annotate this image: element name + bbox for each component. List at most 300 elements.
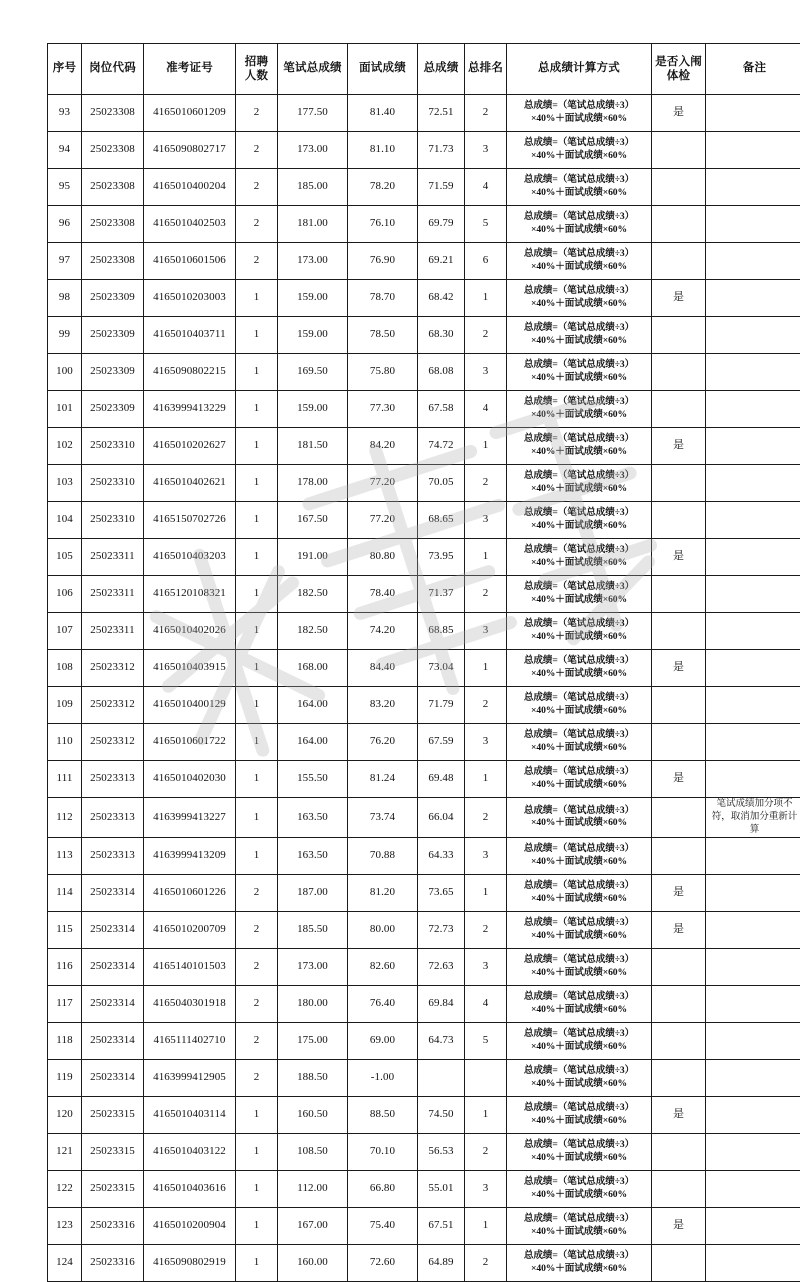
cell-remark	[706, 132, 800, 169]
cell-post-code: 25023308	[82, 132, 144, 169]
cell-medical-check: 是	[652, 874, 706, 911]
cell-hire-count: 2	[236, 911, 278, 948]
cell-interview-score: 74.20	[348, 613, 418, 650]
cell-seq: 106	[48, 576, 82, 613]
cell-remark	[706, 317, 800, 354]
cell-interview-score: 88.50	[348, 1096, 418, 1133]
cell-total-score: 74.50	[418, 1096, 465, 1133]
formula-line-1: 总成绩=（笔试总成绩÷3）	[510, 285, 648, 298]
cell-medical-check: 是	[652, 650, 706, 687]
table-row	[48, 280, 800, 317]
cell-post-code: 25023309	[82, 391, 144, 428]
cell-score-formula	[507, 911, 652, 948]
cell-interview-score: 76.10	[348, 206, 418, 243]
formula-line-2: ×40%＋面试成绩×60%	[510, 150, 648, 163]
cell-interview-score: 70.10	[348, 1133, 418, 1170]
cell-hire-count: 1	[236, 391, 278, 428]
cell-interview-score: 66.80	[348, 1170, 418, 1207]
cell-total-rank: 6	[465, 243, 507, 280]
cell-remark	[706, 724, 800, 761]
column-header-interview: 面试成绩	[348, 44, 418, 95]
cell-post-code: 25023314	[82, 948, 144, 985]
formula-line-2: ×40%＋面试成绩×60%	[510, 930, 648, 943]
cell-interview-score: 83.20	[348, 687, 418, 724]
cell-score-formula	[507, 1096, 652, 1133]
cell-written-score: 173.00	[278, 243, 348, 280]
formula-line-1: 总成绩=（笔试总成绩÷3）	[510, 1139, 648, 1152]
cell-interview-score: 73.74	[348, 798, 418, 838]
cell-admission-number: 4165150702726	[144, 502, 236, 539]
cell-total-rank: 1	[465, 1096, 507, 1133]
formula-line-2: ×40%＋面试成绩×60%	[510, 967, 648, 980]
cell-hire-count: 1	[236, 280, 278, 317]
cell-written-score: 159.00	[278, 280, 348, 317]
cell-hire-count: 1	[236, 1207, 278, 1244]
cell-medical-check	[652, 391, 706, 428]
cell-seq: 94	[48, 132, 82, 169]
cell-written-score: 185.50	[278, 911, 348, 948]
cell-post-code: 25023316	[82, 1244, 144, 1281]
cell-post-code: 25023316	[82, 1207, 144, 1244]
cell-total-rank: 5	[465, 206, 507, 243]
formula-line-2: ×40%＋面试成绩×60%	[510, 557, 648, 570]
cell-admission-number: 4165140101503	[144, 948, 236, 985]
cell-total-score: 72.63	[418, 948, 465, 985]
cell-interview-score: 76.20	[348, 724, 418, 761]
cell-score-formula	[507, 206, 652, 243]
cell-written-score: 164.00	[278, 687, 348, 724]
cell-seq: 118	[48, 1022, 82, 1059]
column-header-medical	[652, 44, 706, 95]
formula-line-1: 总成绩=（笔试总成绩÷3）	[510, 211, 648, 224]
cell-post-code: 25023309	[82, 354, 144, 391]
cell-written-score: 108.50	[278, 1133, 348, 1170]
cell-post-code: 25023314	[82, 1059, 144, 1096]
formula-line-2: ×40%＋面试成绩×60%	[510, 446, 648, 459]
cell-post-code: 25023313	[82, 798, 144, 838]
formula-line-2: ×40%＋面试成绩×60%	[510, 224, 648, 237]
table-row	[48, 911, 800, 948]
cell-post-code: 25023309	[82, 280, 144, 317]
cell-written-score: 173.00	[278, 132, 348, 169]
cell-seq: 120	[48, 1096, 82, 1133]
cell-total-score: 74.72	[418, 428, 465, 465]
cell-medical-check	[652, 948, 706, 985]
cell-seq: 105	[48, 539, 82, 576]
cell-hire-count: 2	[236, 985, 278, 1022]
cell-score-formula	[507, 465, 652, 502]
cell-total-score: 71.73	[418, 132, 465, 169]
cell-medical-check	[652, 613, 706, 650]
cell-remark	[706, 539, 800, 576]
table-row	[48, 837, 800, 874]
cell-score-formula	[507, 1244, 652, 1281]
cell-remark	[706, 95, 800, 132]
cell-post-code: 25023312	[82, 650, 144, 687]
cell-interview-score: 78.20	[348, 169, 418, 206]
cell-total-rank: 2	[465, 576, 507, 613]
cell-written-score: 160.50	[278, 1096, 348, 1133]
cell-admission-number: 4165010601506	[144, 243, 236, 280]
cell-hire-count: 1	[236, 1244, 278, 1281]
cell-remark	[706, 1059, 800, 1096]
cell-remark	[706, 985, 800, 1022]
cell-remark	[706, 1022, 800, 1059]
cell-score-formula	[507, 169, 652, 206]
cell-total-score: 68.65	[418, 502, 465, 539]
table-row	[48, 132, 800, 169]
cell-hire-count: 1	[236, 613, 278, 650]
cell-total-score: 64.73	[418, 1022, 465, 1059]
cell-total-rank: 3	[465, 354, 507, 391]
cell-score-formula	[507, 539, 652, 576]
cell-total-score: 68.42	[418, 280, 465, 317]
column-header-hire	[236, 44, 278, 95]
cell-remark	[706, 206, 800, 243]
cell-score-formula	[507, 1133, 652, 1170]
cell-medical-check: 是	[652, 1096, 706, 1133]
table-row	[48, 650, 800, 687]
cell-admission-number: 4165010203003	[144, 280, 236, 317]
cell-post-code: 25023308	[82, 169, 144, 206]
cell-seq: 123	[48, 1207, 82, 1244]
cell-medical-check	[652, 1244, 706, 1281]
cell-total-rank: 4	[465, 985, 507, 1022]
cell-interview-score: 69.00	[348, 1022, 418, 1059]
column-header-hire-line2: 人数	[245, 70, 268, 82]
cell-admission-number: 4165090802717	[144, 132, 236, 169]
cell-seq: 104	[48, 502, 82, 539]
cell-hire-count: 2	[236, 948, 278, 985]
cell-score-formula	[507, 1170, 652, 1207]
cell-interview-score: 78.70	[348, 280, 418, 317]
cell-hire-count: 1	[236, 687, 278, 724]
cell-hire-count: 1	[236, 837, 278, 874]
cell-admission-number: 4165010601722	[144, 724, 236, 761]
cell-medical-check	[652, 132, 706, 169]
results-sheet	[47, 43, 753, 1282]
cell-total-rank: 1	[465, 650, 507, 687]
cell-hire-count: 1	[236, 724, 278, 761]
table-row	[48, 317, 800, 354]
cell-total-score: 73.04	[418, 650, 465, 687]
formula-line-2: ×40%＋面试成绩×60%	[510, 856, 648, 869]
formula-line-1: 总成绩=（笔试总成绩÷3）	[510, 991, 648, 1004]
cell-interview-score: 84.40	[348, 650, 418, 687]
cell-total-score: 68.30	[418, 317, 465, 354]
formula-line-1: 总成绩=（笔试总成绩÷3）	[510, 729, 648, 742]
cell-admission-number: 4163999413227	[144, 798, 236, 838]
cell-score-formula	[507, 985, 652, 1022]
cell-medical-check	[652, 1022, 706, 1059]
table-row	[48, 761, 800, 798]
formula-line-2: ×40%＋面试成绩×60%	[510, 1189, 648, 1202]
table-row	[48, 687, 800, 724]
cell-score-formula	[507, 132, 652, 169]
cell-total-rank: 2	[465, 1133, 507, 1170]
cell-post-code: 25023313	[82, 761, 144, 798]
table-row	[48, 1170, 800, 1207]
cell-total-score: 73.65	[418, 874, 465, 911]
cell-written-score: 188.50	[278, 1059, 348, 1096]
cell-total-rank	[465, 1059, 507, 1096]
cell-total-score: 69.84	[418, 985, 465, 1022]
table-row	[48, 985, 800, 1022]
cell-seq: 103	[48, 465, 82, 502]
cell-seq: 102	[48, 428, 82, 465]
cell-total-score: 56.53	[418, 1133, 465, 1170]
cell-remark	[706, 1244, 800, 1281]
cell-hire-count: 1	[236, 465, 278, 502]
cell-seq: 111	[48, 761, 82, 798]
cell-admission-number: 4165040301918	[144, 985, 236, 1022]
cell-total-score: 68.08	[418, 354, 465, 391]
cell-total-score: 66.04	[418, 798, 465, 838]
cell-medical-check	[652, 354, 706, 391]
cell-written-score: 178.00	[278, 465, 348, 502]
cell-interview-score: 81.10	[348, 132, 418, 169]
formula-line-2: ×40%＋面试成绩×60%	[510, 1115, 648, 1128]
cell-total-rank: 3	[465, 837, 507, 874]
table-row	[48, 1096, 800, 1133]
formula-line-2: ×40%＋面试成绩×60%	[510, 1263, 648, 1276]
formula-line-1: 总成绩=（笔试总成绩÷3）	[510, 1250, 648, 1263]
cell-hire-count: 1	[236, 576, 278, 613]
formula-line-1: 总成绩=（笔试总成绩÷3）	[510, 805, 648, 818]
formula-line-1: 总成绩=（笔试总成绩÷3）	[510, 433, 648, 446]
cell-total-score: 64.89	[418, 1244, 465, 1281]
cell-interview-score: 82.60	[348, 948, 418, 985]
column-header-hire-line1: 招聘	[245, 56, 268, 68]
cell-total-score: 67.59	[418, 724, 465, 761]
table-row	[48, 613, 800, 650]
cell-total-rank: 2	[465, 798, 507, 838]
cell-total-score: 73.95	[418, 539, 465, 576]
formula-line-2: ×40%＋面试成绩×60%	[510, 1226, 648, 1239]
cell-total-rank: 1	[465, 539, 507, 576]
table-row	[48, 502, 800, 539]
cell-score-formula	[507, 1207, 652, 1244]
cell-seq: 95	[48, 169, 82, 206]
formula-line-2: ×40%＋面试成绩×60%	[510, 742, 648, 755]
cell-total-rank: 2	[465, 465, 507, 502]
column-header-post: 岗位代码	[82, 44, 144, 95]
cell-post-code: 25023314	[82, 1022, 144, 1059]
formula-line-1: 总成绩=（笔试总成绩÷3）	[510, 396, 648, 409]
cell-score-formula	[507, 576, 652, 613]
cell-score-formula	[507, 243, 652, 280]
cell-admission-number: 4165010403915	[144, 650, 236, 687]
cell-seq: 116	[48, 948, 82, 985]
cell-total-score: 71.59	[418, 169, 465, 206]
cell-remark	[706, 1207, 800, 1244]
cell-post-code: 25023315	[82, 1170, 144, 1207]
cell-score-formula	[507, 687, 652, 724]
cell-interview-score: -1.00	[348, 1059, 418, 1096]
cell-post-code: 25023311	[82, 613, 144, 650]
cell-interview-score: 80.00	[348, 911, 418, 948]
cell-score-formula	[507, 317, 652, 354]
cell-score-formula	[507, 948, 652, 985]
table-row	[48, 798, 800, 838]
cell-medical-check	[652, 724, 706, 761]
formula-line-2: ×40%＋面试成绩×60%	[510, 705, 648, 718]
cell-score-formula	[507, 95, 652, 132]
cell-score-formula	[507, 650, 652, 687]
table-body	[48, 95, 800, 1282]
cell-interview-score: 81.24	[348, 761, 418, 798]
formula-line-1: 总成绩=（笔试总成绩÷3）	[510, 581, 648, 594]
cell-interview-score: 77.20	[348, 465, 418, 502]
formula-line-1: 总成绩=（笔试总成绩÷3）	[510, 137, 648, 150]
cell-seq: 109	[48, 687, 82, 724]
cell-seq: 97	[48, 243, 82, 280]
column-header-total: 总成绩	[418, 44, 465, 95]
cell-medical-check	[652, 837, 706, 874]
cell-hire-count: 2	[236, 206, 278, 243]
cell-medical-check	[652, 985, 706, 1022]
cell-hire-count: 1	[236, 761, 278, 798]
formula-line-2: ×40%＋面试成绩×60%	[510, 335, 648, 348]
table-row	[48, 243, 800, 280]
cell-score-formula	[507, 874, 652, 911]
cell-remark	[706, 948, 800, 985]
cell-medical-check	[652, 502, 706, 539]
cell-medical-check	[652, 1170, 706, 1207]
cell-written-score: 159.00	[278, 391, 348, 428]
cell-admission-number: 4165090802215	[144, 354, 236, 391]
cell-total-rank: 3	[465, 948, 507, 985]
formula-line-1: 总成绩=（笔试总成绩÷3）	[510, 917, 648, 930]
cell-written-score: 163.50	[278, 798, 348, 838]
cell-medical-check	[652, 169, 706, 206]
formula-line-2: ×40%＋面试成绩×60%	[510, 520, 648, 533]
cell-admission-number: 4165010402030	[144, 761, 236, 798]
table-row	[48, 1133, 800, 1170]
cell-medical-check	[652, 206, 706, 243]
cell-seq: 114	[48, 874, 82, 911]
cell-post-code: 25023312	[82, 724, 144, 761]
cell-interview-score: 77.20	[348, 502, 418, 539]
cell-seq: 96	[48, 206, 82, 243]
cell-seq: 101	[48, 391, 82, 428]
cell-score-formula	[507, 837, 652, 874]
formula-line-2: ×40%＋面试成绩×60%	[510, 409, 648, 422]
cell-seq: 99	[48, 317, 82, 354]
column-header-formula: 总成绩计算方式	[507, 44, 652, 95]
cell-interview-score: 72.60	[348, 1244, 418, 1281]
cell-remark	[706, 1170, 800, 1207]
cell-remark	[706, 761, 800, 798]
cell-remark: 笔试成绩加分项不符，取消加分重新计算	[706, 798, 800, 838]
cell-admission-number: 4165010200709	[144, 911, 236, 948]
cell-remark	[706, 280, 800, 317]
cell-medical-check	[652, 1133, 706, 1170]
formula-line-1: 总成绩=（笔试总成绩÷3）	[510, 1213, 648, 1226]
cell-total-score: 67.58	[418, 391, 465, 428]
formula-line-2: ×40%＋面试成绩×60%	[510, 113, 648, 126]
table-header	[48, 44, 800, 95]
cell-written-score: 181.00	[278, 206, 348, 243]
formula-line-1: 总成绩=（笔试总成绩÷3）	[510, 618, 648, 631]
cell-post-code: 25023314	[82, 874, 144, 911]
cell-admission-number: 4165010202627	[144, 428, 236, 465]
formula-line-1: 总成绩=（笔试总成绩÷3）	[510, 655, 648, 668]
cell-seq: 107	[48, 613, 82, 650]
cell-score-formula	[507, 280, 652, 317]
cell-interview-score: 77.30	[348, 391, 418, 428]
cell-remark	[706, 911, 800, 948]
formula-line-2: ×40%＋面试成绩×60%	[510, 779, 648, 792]
cell-hire-count: 1	[236, 539, 278, 576]
cell-hire-count: 1	[236, 502, 278, 539]
cell-interview-score: 75.40	[348, 1207, 418, 1244]
cell-medical-check	[652, 1059, 706, 1096]
cell-post-code: 25023315	[82, 1096, 144, 1133]
cell-remark	[706, 502, 800, 539]
formula-line-2: ×40%＋面试成绩×60%	[510, 631, 648, 644]
cell-written-score: 163.50	[278, 837, 348, 874]
formula-line-2: ×40%＋面试成绩×60%	[510, 372, 648, 385]
cell-post-code: 25023314	[82, 911, 144, 948]
cell-hire-count: 1	[236, 428, 278, 465]
formula-line-1: 总成绩=（笔试总成绩÷3）	[510, 843, 648, 856]
cell-written-score: 155.50	[278, 761, 348, 798]
table-row	[48, 948, 800, 985]
cell-medical-check: 是	[652, 539, 706, 576]
cell-hire-count: 2	[236, 1059, 278, 1096]
cell-total-rank: 3	[465, 1170, 507, 1207]
cell-score-formula	[507, 761, 652, 798]
table-row	[48, 465, 800, 502]
cell-admission-number: 4165010601209	[144, 95, 236, 132]
formula-line-2: ×40%＋面试成绩×60%	[510, 1041, 648, 1054]
formula-line-1: 总成绩=（笔试总成绩÷3）	[510, 544, 648, 557]
cell-medical-check	[652, 687, 706, 724]
cell-remark	[706, 613, 800, 650]
cell-medical-check	[652, 576, 706, 613]
cell-total-score	[418, 1059, 465, 1096]
cell-admission-number: 4163999413209	[144, 837, 236, 874]
cell-seq: 121	[48, 1133, 82, 1170]
cell-medical-check: 是	[652, 280, 706, 317]
cell-score-formula	[507, 1022, 652, 1059]
table-row	[48, 1059, 800, 1096]
cell-total-rank: 3	[465, 724, 507, 761]
cell-total-rank: 4	[465, 169, 507, 206]
cell-remark	[706, 428, 800, 465]
cell-interview-score: 76.90	[348, 243, 418, 280]
formula-line-1: 总成绩=（笔试总成绩÷3）	[510, 692, 648, 705]
formula-line-1: 总成绩=（笔试总成绩÷3）	[510, 507, 648, 520]
cell-admission-number: 4165010403616	[144, 1170, 236, 1207]
column-header-rank: 总排名	[465, 44, 507, 95]
cell-written-score: 182.50	[278, 576, 348, 613]
cell-interview-score: 78.40	[348, 576, 418, 613]
formula-line-2: ×40%＋面试成绩×60%	[510, 1004, 648, 1017]
table-row	[48, 539, 800, 576]
formula-line-2: ×40%＋面试成绩×60%	[510, 187, 648, 200]
cell-post-code: 25023311	[82, 576, 144, 613]
formula-line-2: ×40%＋面试成绩×60%	[510, 261, 648, 274]
formula-line-1: 总成绩=（笔试总成绩÷3）	[510, 1102, 648, 1115]
cell-total-rank: 1	[465, 761, 507, 798]
column-header-medical-line2: 体检	[667, 70, 690, 82]
cell-hire-count: 1	[236, 354, 278, 391]
cell-written-score: 164.00	[278, 724, 348, 761]
cell-seq: 119	[48, 1059, 82, 1096]
cell-remark	[706, 1133, 800, 1170]
